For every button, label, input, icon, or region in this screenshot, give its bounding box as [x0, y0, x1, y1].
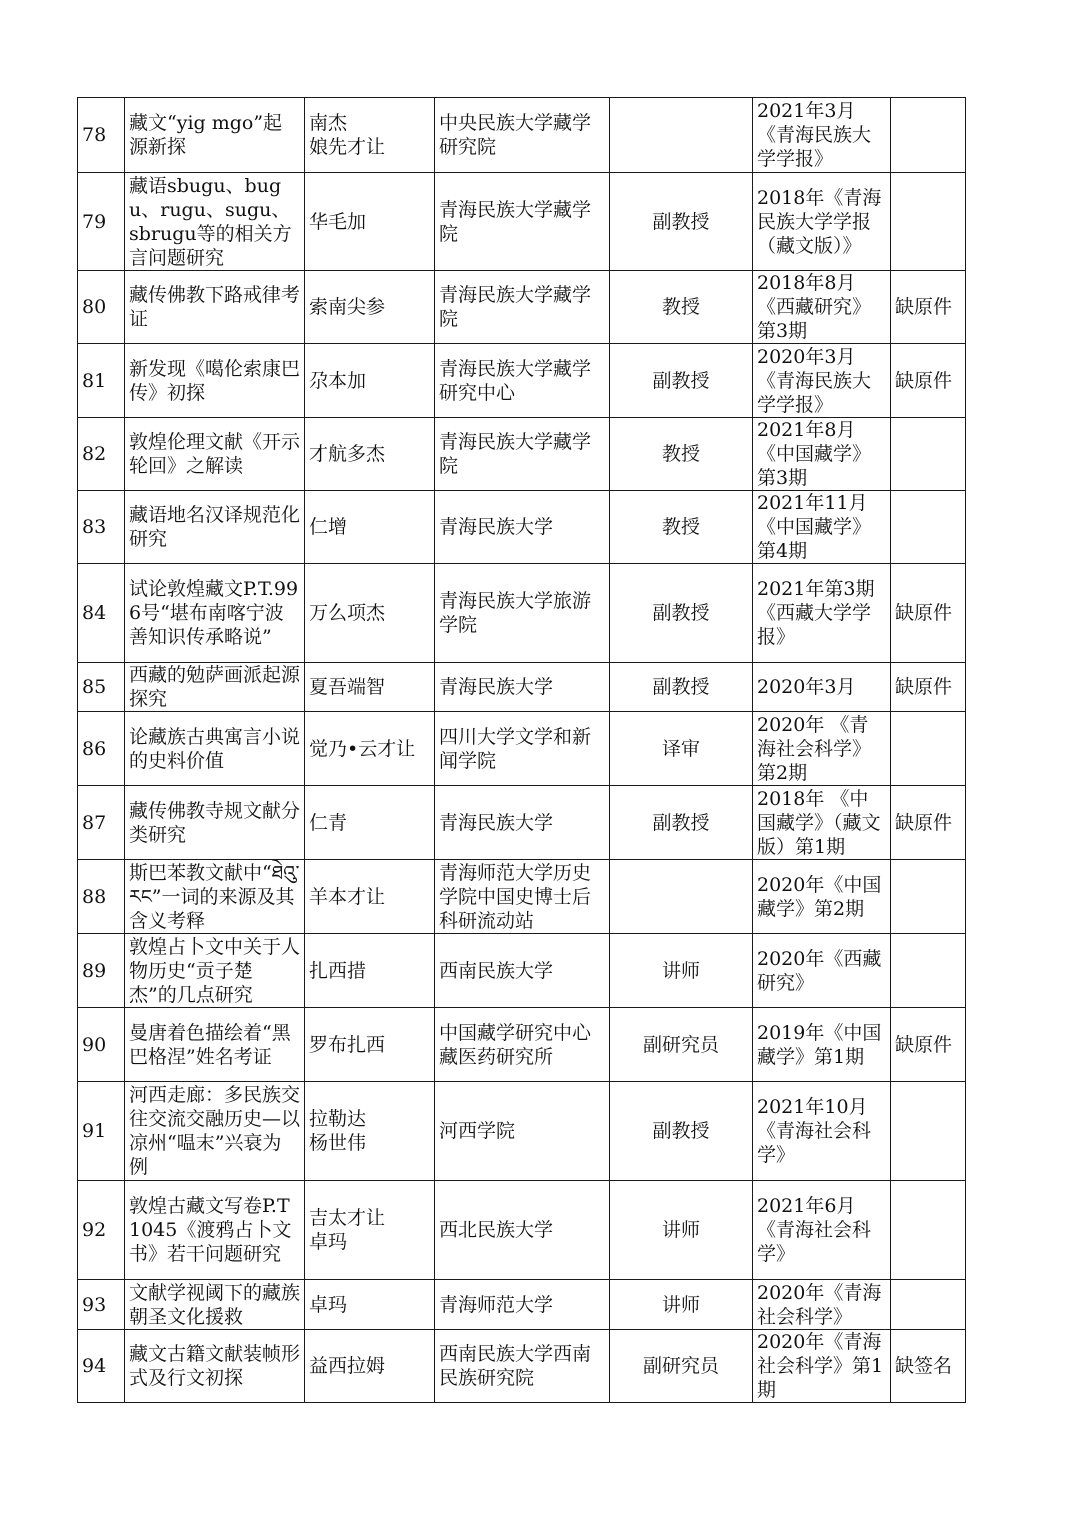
note	[891, 1280, 966, 1330]
paper-title: 藏语sbugu、bugu、rugu、sugu、sbrugu等的相关方言问题研究	[125, 173, 305, 271]
publication: 2021年11月《中国藏学》第4期	[753, 491, 891, 564]
table-row	[78, 344, 966, 418]
note: 缺签名	[891, 1330, 966, 1403]
publication: 2020年3月《青海民族大学学报》	[753, 344, 891, 418]
institution: 青海民族大学	[435, 491, 610, 564]
author: 吉太才让 卓玛	[305, 1181, 435, 1280]
publication: 2020年《中国藏学》第2期	[753, 860, 891, 934]
publication: 2020年3月	[753, 663, 891, 712]
title-rank: 副教授	[610, 1082, 753, 1181]
author: 才航多杰	[305, 418, 435, 491]
institution: 青海民族大学藏学院	[435, 271, 610, 344]
paper-title: 西藏的勉萨画派起源探究	[125, 663, 305, 712]
institution: 中国藏学研究中心藏医药研究所	[435, 1008, 610, 1082]
row-number: 87	[78, 786, 125, 860]
note	[891, 934, 966, 1008]
publication: 2020年《青海社会科学》第1期	[753, 1330, 891, 1403]
publication: 2020年 《青海社会科学》第2期	[753, 712, 891, 786]
author: 卓玛	[305, 1280, 435, 1330]
table-row	[78, 860, 966, 934]
row-number: 86	[78, 712, 125, 786]
author: 益西拉姆	[305, 1330, 435, 1403]
note	[891, 860, 966, 934]
title-rank: 副教授	[610, 344, 753, 418]
institution: 青海民族大学藏学研究中心	[435, 344, 610, 418]
title-rank: 教授	[610, 418, 753, 491]
author: 万么项杰	[305, 564, 435, 663]
row-number: 89	[78, 934, 125, 1008]
row-number: 88	[78, 860, 125, 934]
publication: 2021年3月《青海民族大学学报》	[753, 98, 891, 173]
paper-title: 敦煌古藏文写卷P.T1045《渡鸦占卜文书》若干问题研究	[125, 1181, 305, 1280]
title-rank: 教授	[610, 271, 753, 344]
paper-title: 敦煌占卜文中关于人物历史“贡子楚杰”的几点研究	[125, 934, 305, 1008]
title-rank: 讲师	[610, 934, 753, 1008]
row-number: 90	[78, 1008, 125, 1082]
table-row	[78, 491, 966, 564]
note: 缺原件	[891, 1008, 966, 1082]
author: 仁增	[305, 491, 435, 564]
paper-title: 论藏族古典寓言小说的史料价值	[125, 712, 305, 786]
title-rank: 副教授	[610, 564, 753, 663]
row-number: 78	[78, 98, 125, 173]
institution: 青海师范大学	[435, 1280, 610, 1330]
publication: 2021年第3期《西藏大学学报》	[753, 564, 891, 663]
institution: 西南民族大学	[435, 934, 610, 1008]
publication: 2019年《中国藏学》第1期	[753, 1008, 891, 1082]
institution: 青海民族大学藏学院	[435, 173, 610, 271]
note: 缺原件	[891, 564, 966, 663]
institution: 青海民族大学藏学院	[435, 418, 610, 491]
row-number: 91	[78, 1082, 125, 1181]
publication: 2021年10月《青海社会科学》	[753, 1082, 891, 1181]
title-rank	[610, 860, 753, 934]
note: 缺原件	[891, 344, 966, 418]
paper-title: 试论敦煌藏文P.T.996号“堪布南喀宁波善知识传承略说”	[125, 564, 305, 663]
paper-title: 新发现《噶伦索康巴传》初探	[125, 344, 305, 418]
table-row	[78, 1330, 966, 1403]
title-rank: 讲师	[610, 1181, 753, 1280]
author: 拉勒达 杨世伟	[305, 1082, 435, 1181]
table-row	[78, 1082, 966, 1181]
note	[891, 173, 966, 271]
author: 扎西措	[305, 934, 435, 1008]
title-rank: 副教授	[610, 663, 753, 712]
paper-title: 敦煌伦理文献《开示轮回》之解读	[125, 418, 305, 491]
publication: 2021年8月《中国藏学》第3期	[753, 418, 891, 491]
table-row	[78, 786, 966, 860]
table-row	[78, 564, 966, 663]
note	[891, 418, 966, 491]
paper-title: 斯巴苯教文献中“ཐེའུ་རང”一词的来源及其含义考释	[125, 860, 305, 934]
institution: 青海民族大学	[435, 663, 610, 712]
title-rank: 副研究员	[610, 1330, 753, 1403]
row-number: 79	[78, 173, 125, 271]
author: 羊本才让	[305, 860, 435, 934]
publication: 2020年《青海社会科学》	[753, 1280, 891, 1330]
table-row	[78, 1008, 966, 1082]
author: 尕本加	[305, 344, 435, 418]
publication: 2018年《青海民族大学学报（藏文版）》	[753, 173, 891, 271]
row-number: 85	[78, 663, 125, 712]
table-row	[78, 271, 966, 344]
row-number: 84	[78, 564, 125, 663]
table-row	[78, 934, 966, 1008]
paper-title: 文献学视阈下的藏族朝圣文化援救	[125, 1280, 305, 1330]
paper-title: 藏传佛教寺规文献分类研究	[125, 786, 305, 860]
author: 罗布扎西	[305, 1008, 435, 1082]
table-row	[78, 173, 966, 271]
row-number: 80	[78, 271, 125, 344]
publication: 2018年 《中国藏学》（藏文版）第1期	[753, 786, 891, 860]
paper-title: 藏文古籍文献装帧形式及行文初探	[125, 1330, 305, 1403]
note: 缺原件	[891, 786, 966, 860]
note	[891, 98, 966, 173]
institution: 青海民族大学旅游学院	[435, 564, 610, 663]
author: 觉乃•云才让	[305, 712, 435, 786]
paper-title: 藏传佛教下路戒律考证	[125, 271, 305, 344]
title-rank: 讲师	[610, 1280, 753, 1330]
title-rank: 副教授	[610, 786, 753, 860]
title-rank: 教授	[610, 491, 753, 564]
row-number: 81	[78, 344, 125, 418]
paper-title: 藏语地名汉译规范化研究	[125, 491, 305, 564]
author: 夏吾端智	[305, 663, 435, 712]
institution: 青海民族大学	[435, 786, 610, 860]
institution: 西南民族大学西南民族研究院	[435, 1330, 610, 1403]
institution: 中央民族大学藏学研究院	[435, 98, 610, 173]
note: 缺原件	[891, 271, 966, 344]
author: 南杰 娘先才让	[305, 98, 435, 173]
table-row	[78, 712, 966, 786]
paper-list-table	[77, 97, 966, 1403]
paper-title: 藏文“yig mgo”起源新探	[125, 98, 305, 173]
author: 索南尖参	[305, 271, 435, 344]
institution: 四川大学文学和新闻学院	[435, 712, 610, 786]
title-rank: 译审	[610, 712, 753, 786]
publication: 2021年6月《青海社会科学》	[753, 1181, 891, 1280]
title-rank: 副研究员	[610, 1008, 753, 1082]
paper-title: 河西走廊：多民族交往交流交融历史—以凉州“嗢末”兴衰为例	[125, 1082, 305, 1181]
row-number: 94	[78, 1330, 125, 1403]
note	[891, 712, 966, 786]
note	[891, 491, 966, 564]
note	[891, 1082, 966, 1181]
title-rank: 副教授	[610, 173, 753, 271]
institution: 西北民族大学	[435, 1181, 610, 1280]
institution: 河西学院	[435, 1082, 610, 1181]
author: 仁青	[305, 786, 435, 860]
publication: 2018年8月《西藏研究》第3期	[753, 271, 891, 344]
row-number: 93	[78, 1280, 125, 1330]
table-row	[78, 98, 966, 173]
table-row	[78, 1280, 966, 1330]
title-rank	[610, 98, 753, 173]
publication: 2020年《西藏研究》	[753, 934, 891, 1008]
table-row	[78, 663, 966, 712]
table-body	[78, 98, 966, 1403]
note: 缺原件	[891, 663, 966, 712]
row-number: 82	[78, 418, 125, 491]
row-number: 83	[78, 491, 125, 564]
institution: 青海师范大学历史学院中国史博士后科研流动站	[435, 860, 610, 934]
table-row	[78, 1181, 966, 1280]
author: 华毛加	[305, 173, 435, 271]
paper-title: 曼唐着色描绘着“黑巴格涅”姓名考证	[125, 1008, 305, 1082]
row-number: 92	[78, 1181, 125, 1280]
table-row	[78, 418, 966, 491]
note	[891, 1181, 966, 1280]
